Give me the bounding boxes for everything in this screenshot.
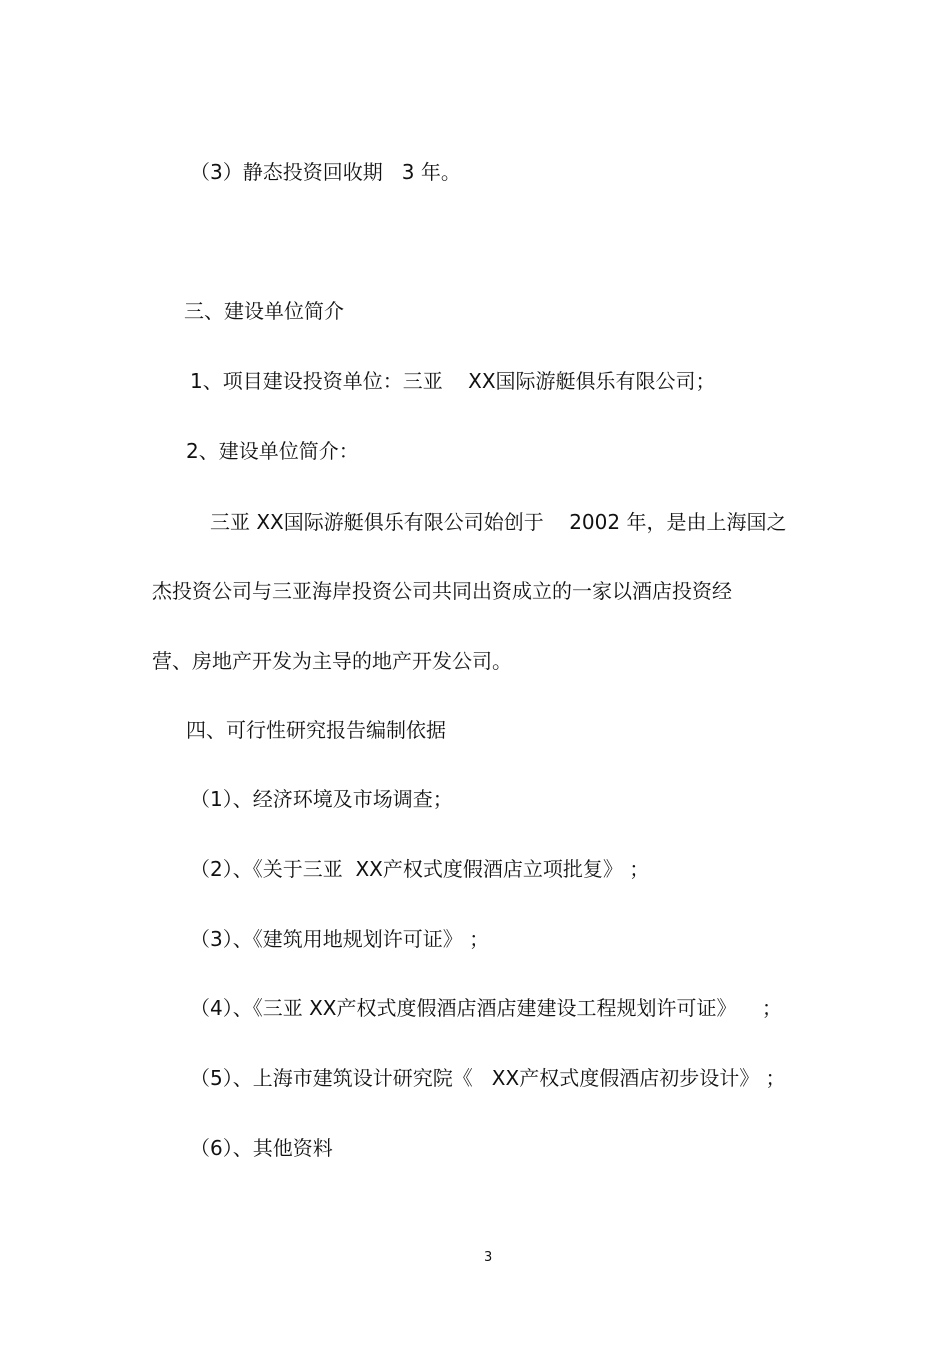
- intro-paragraph-line-2: 杰投资公司与三亚海岸投资公司共同出资成立的一家以酒店投资经: [152, 579, 732, 603]
- basis-item-4: （4）、《三亚 XX产权式度假酒店酒店建建设工程规划许可证》 ；: [190, 996, 782, 1020]
- basis-item-5: （5）、上海市建筑设计研究院《 XX产权式度假酒店初步设计》 ；: [190, 1066, 786, 1090]
- section-heading-3: 三、建设单位简介: [184, 299, 344, 323]
- intro-paragraph-line-3: 营、房地产开发为主导的地产开发公司。: [152, 649, 512, 673]
- basis-item-3: （3）、《建筑用地规划许可证》 ；: [190, 927, 490, 951]
- basis-item-1: （1）、经济环境及市场调查；: [190, 787, 453, 811]
- basis-item-6: （6）、其他资料: [190, 1136, 333, 1160]
- investor-line: 1、项目建设投资单位：三亚 XX国际游艇俱乐有限公司；: [190, 369, 716, 393]
- basis-item-2: （2）、《关于三亚 XX产权式度假酒店立项批复》 ；: [190, 857, 650, 881]
- page-number: 3: [484, 1250, 493, 1265]
- payback-period-line: （3）静态投资回收期 3 年。: [190, 160, 461, 184]
- intro-paragraph-line-1: 三亚 XX国际游艇俱乐有限公司始创于 2002 年，是由上海国之: [210, 510, 787, 534]
- unit-intro-label: 2、建设单位简介：: [186, 439, 359, 463]
- section-heading-4: 四、可行性研究报告编制依据: [186, 718, 446, 742]
